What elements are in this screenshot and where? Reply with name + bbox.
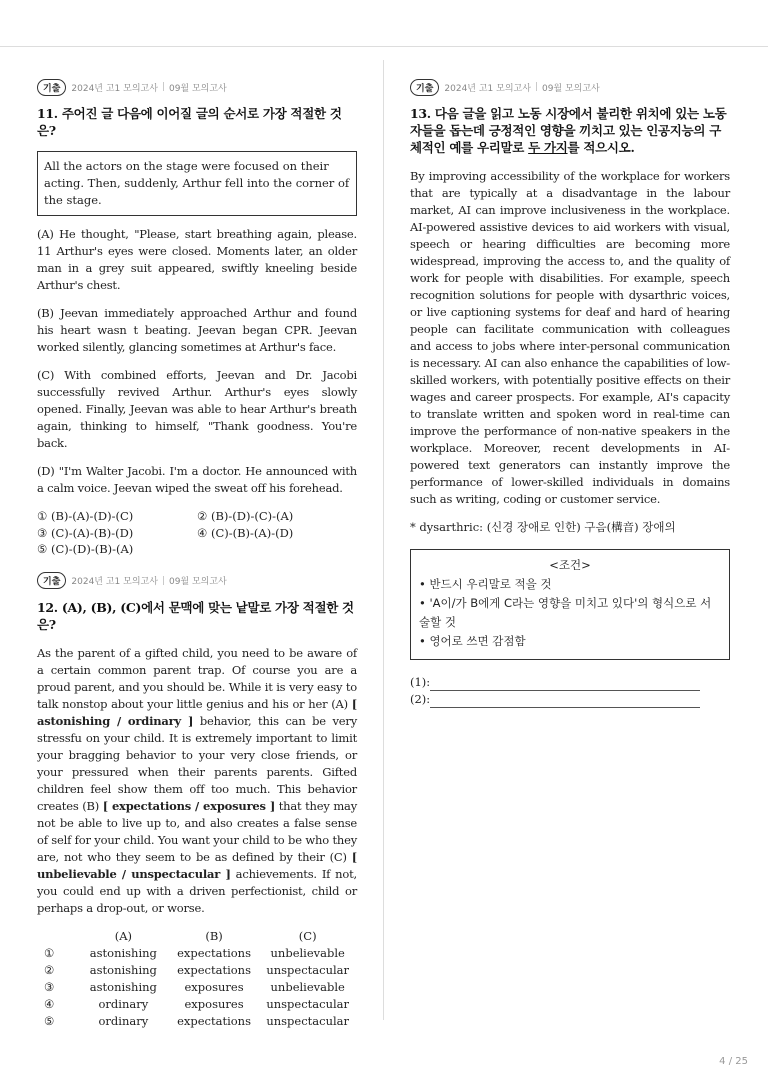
q11-source-month: 09월 모의고사 [168, 83, 227, 94]
cell-c: unspectacular [266, 1013, 350, 1028]
q13-answer-2[interactable] [410, 691, 730, 708]
cell-c: unbelievable [270, 979, 345, 994]
q12-header-c: (C) [298, 928, 317, 943]
q12-table-header [44, 928, 357, 945]
q11-paragraph-d: (D) "I'm Walter Jacobi. I'm a doctor. He announced with a calm voice. Jeevan wiped the sweat off his forehead. [37, 464, 357, 495]
q13-title-underlined: 두 가지 [528, 140, 568, 155]
q12-blank-c: [ unbelievable / unspectacular ] [37, 849, 357, 881]
column-divider [383, 60, 384, 1020]
separator: | [534, 82, 538, 92]
q11-choice-1[interactable]: ① (B)-(A)-(D)-(C) [37, 509, 134, 523]
q12-text-3: that they may not be able to live up to, and also creates a false sense of self for your child. You want your child to be who they are, not who they seem to be as defined by their (C) [37, 798, 357, 864]
q12-header-b: (B) [205, 928, 223, 943]
q13-source-year: 2024년 고1 모의고사 [444, 83, 531, 94]
page-number: 4 / 25 [719, 1056, 748, 1067]
q11-paragraph-a: (A) He thought, "Please, start breathing again, please. 11 Arthur's eyes were closed. Moments later, an older man in a grey suit appeared, swiftly kneeling beside Arthur's chest. [37, 227, 357, 292]
choice-number: ⑤ [44, 1013, 55, 1028]
cell-a: ordinary [98, 996, 149, 1011]
q12-text-1: As the parent of a gifted child, you need to be aware of a certain common parent trap. Of course you are a proud parent, and you should be. While it is very easy to talk nonstop about your little genius and his or her (A) [37, 645, 357, 711]
top-rule [0, 46, 768, 47]
q12-blank-a: [ astonishing / ordinary ] [37, 696, 357, 728]
condition-item: • 'A이/가 B에게 C라는 영향을 미치고 있다'의 형식으로 서술할 것 [419, 596, 712, 629]
answer-label: (2): [410, 692, 431, 706]
condition-item: • 반드시 우리말로 적을 것 [419, 577, 552, 591]
q13-footnote: * dysarthric: (신경 장애로 인한) 구음(構音) 장애의 [410, 520, 676, 534]
separator: | [161, 82, 165, 92]
q12-choice-table [44, 928, 357, 1030]
table-row[interactable] [44, 979, 357, 996]
q11-badge: 기출 [37, 79, 66, 96]
q11-source [37, 78, 357, 96]
separator: | [161, 575, 165, 586]
cell-b: expectations [177, 945, 251, 960]
q11-choice-2[interactable]: ② (B)-(D)-(C)-(A) [197, 509, 294, 523]
cell-a: astonishing [89, 962, 157, 977]
q13-source [410, 78, 730, 96]
cell-b: exposures [184, 996, 244, 1011]
q11-given-text: All the actors on the stage were focused on their acting. Then, suddenly, Arthur fell into the corner of the stage. [37, 151, 357, 216]
q13-title [410, 105, 730, 156]
q12-text-4: achievements. If not, you could end up with a driven perfectionist, child or perhaps a drop-out, or worse. [37, 866, 357, 915]
cell-a: astonishing [89, 945, 157, 960]
q11-paragraph-b: (B) Jeevan immediately approached Arthur and found his heart wasn t beating. Jeevan began CPR. Jeevan worked silently, glancing sometimes at Arthur's face. [37, 306, 357, 354]
q13-conditions-box [410, 549, 730, 660]
q12-passage [37, 645, 357, 917]
choice-number: ④ [44, 996, 55, 1011]
q12-header-a: (A) [114, 928, 132, 943]
q11-choices [37, 508, 357, 558]
choice-number: ① [44, 945, 55, 960]
conditions-title: <조건> [549, 558, 591, 572]
q13-passage: By improving accessibility of the workplace for workers that are typically at a disadvantage in the labour market, AI can improve inclusiveness in the workplace. AI-powered assistive devices to aid workers with visual, speech or hearing difficulties are becoming more widespread, improving the access to, and the quality of work for people with disabilities. For example, speech recognition solutions for people with dysarthric voices, or live captioning systems for deaf and hard of hearing people can facilitate communication with colleagues and access to jobs where inter-personal communication is necessary. AI can also enhance the capabilities of low-skilled workers, with potentially positive effects on their wages and career prospects. For example, AI's capacity to translate written and spoken word in real-time can improve the performance of non-native speakers in the workplace. Moreover, recent developments in AI-powered text generators can instantly improve the performance of lower-skilled individuals in domains such as writing, coding or customer service. [410, 169, 730, 506]
q13-title-text: 13. 다음 글을 읽고 노동 시장에서 불리한 위치에 있는 노동자들을 돕는데 긍정적인 영향을 끼치고 있는 인공지능의 구체적인 예를 우리말로 [410, 106, 727, 155]
left-column [37, 78, 357, 1030]
q12-source [37, 572, 357, 590]
answer-label: (1): [410, 675, 431, 689]
q13-answer-1[interactable] [410, 674, 730, 691]
q13-badge: 기출 [410, 79, 439, 96]
cell-a: ordinary [98, 1013, 149, 1028]
q11-choice-3[interactable]: ③ (C)-(A)-(B)-(D) [37, 525, 134, 540]
condition-item: • 영어로 쓰면 감점함 [419, 634, 526, 648]
q11-choice-4[interactable]: ④ (C)-(B)-(A)-(D) [197, 525, 294, 540]
cell-b: expectations [177, 962, 251, 977]
choice-number: ③ [44, 979, 55, 994]
q12-badge: 기출 [37, 572, 66, 589]
cell-a: astonishing [89, 979, 157, 994]
q11-choice-5[interactable]: ⑤ (C)-(D)-(B)-(A) [37, 542, 134, 556]
cell-b: exposures [184, 979, 244, 994]
table-row[interactable] [44, 962, 357, 979]
cell-c: unspectacular [266, 996, 350, 1011]
answer-line[interactable] [430, 678, 700, 691]
cell-c: unbelievable [270, 945, 345, 960]
choice-number: ② [44, 962, 55, 977]
answer-line[interactable] [430, 695, 700, 708]
q12-source-month: 09월 모의고사 [168, 577, 227, 587]
q12-source-year: 2024년 고1 모의고사 [71, 577, 158, 587]
table-row[interactable] [44, 945, 357, 962]
q12-blank-b: [ expectations / exposures ] [102, 798, 276, 813]
q11-title: 11. 주어진 글 다음에 이어질 글의 순서로 가장 적절한 것은? [37, 106, 342, 138]
q13-title-end: 를 적으시오. [567, 140, 635, 155]
right-column [410, 78, 730, 708]
table-row[interactable] [44, 1013, 357, 1030]
q11-paragraph-c: (C) With combined efforts, Jeevan and Dr. Jacobi successfully revived Arthur. Arthur's eyes slowly opened. Finally, Jeevan was able to hear Arthur's breath again, thinking to himself, "Thank goodness. You're back. [37, 368, 357, 450]
q13-source-month: 09월 모의고사 [541, 83, 600, 94]
cell-b: expectations [177, 1013, 251, 1028]
cell-c: unspectacular [266, 962, 350, 977]
q12-text-2: behavior, this can be very stressfu on your child. It is extremely important to limit your bragging behavior to your very close friends, or your pressured when their parents parents. Gifted children feel show them off too much. This behavior creates (B) [37, 713, 357, 813]
table-row[interactable] [44, 996, 357, 1013]
q12-title: 12. (A), (B), (C)에서 문맥에 맞는 낱말로 가장 적절한 것은? [37, 599, 354, 632]
q11-source-year: 2024년 고1 모의고사 [71, 83, 158, 94]
